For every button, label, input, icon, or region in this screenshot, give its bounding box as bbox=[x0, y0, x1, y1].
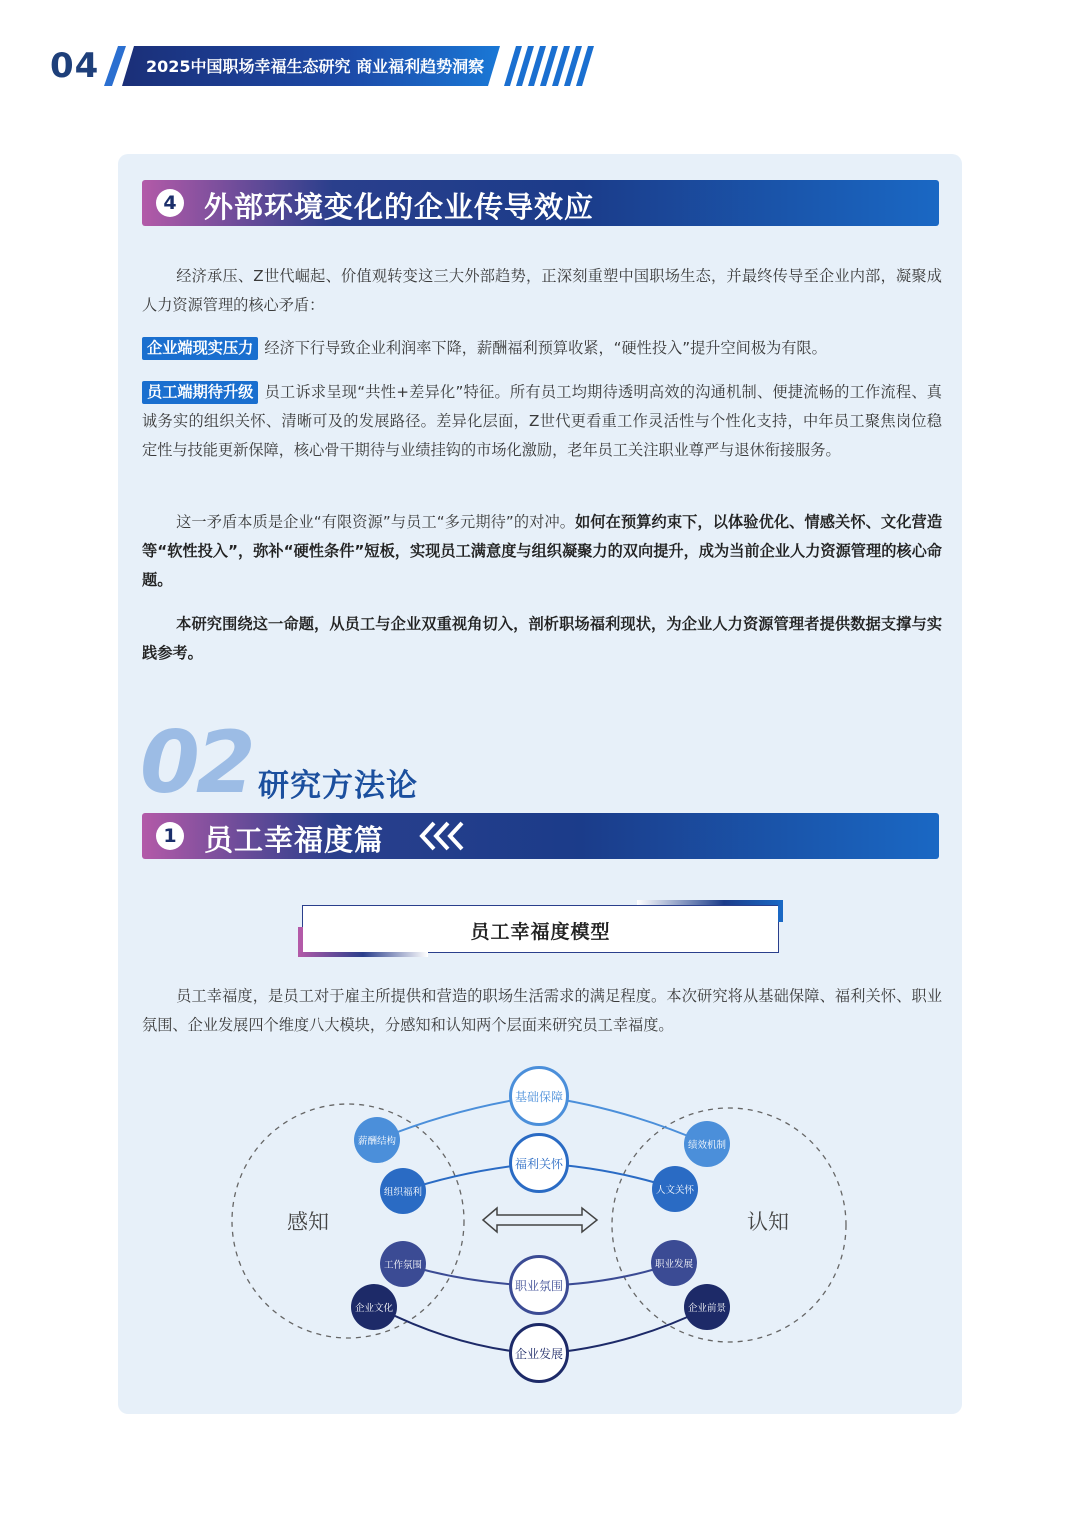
chevrons-left-icon bbox=[418, 817, 470, 855]
employee-expectation-paragraph bbox=[142, 378, 942, 465]
enterprise-pressure-tag: 企业端现实压力 bbox=[142, 337, 258, 360]
happiness-model-diagram bbox=[225, 1058, 855, 1398]
perception-label: 感知 bbox=[287, 1210, 329, 1234]
conflict-text: 这一矛盾本质是企业“有限资源”与员工“多元期待”的对冲。 bbox=[176, 513, 576, 531]
cognition-label: 认知 bbox=[747, 1210, 789, 1234]
research-bold-text: 本研究围绕这一命题，从员工与企业双重视角切入，剖析职场福利现状，为企业人力资源管理者提供数据支撑与实践参考。 bbox=[142, 615, 942, 662]
employee-expectation-tag: 员工端期待升级 bbox=[142, 381, 258, 404]
module-organizational-welfare: 组织福利 bbox=[380, 1168, 426, 1214]
header-title: 2025中国职场幸福生态研究 商业福利趋势洞察 bbox=[146, 57, 485, 76]
part-title: 员工幸福度篇 bbox=[204, 823, 385, 857]
intro-paragraph bbox=[142, 262, 942, 320]
section-02-number: 02 bbox=[140, 713, 252, 813]
section-number-badge: 4 bbox=[156, 189, 184, 217]
dimension-welfare-care: 福利关怀 bbox=[509, 1133, 569, 1193]
module-enterprise-prospects: 企业前景 bbox=[684, 1284, 730, 1330]
methodology-title: 研究方法论 bbox=[258, 768, 418, 804]
intro-text: 经济承压、Z世代崛起、价值观转变这三大外部趋势，正深刻重塑中国职场生态，并最终传导至企业内部，凝聚成人力资源管理的核心矛盾： bbox=[142, 267, 942, 314]
research-paragraph bbox=[142, 610, 942, 668]
model-description bbox=[142, 982, 942, 1040]
conflict-paragraph bbox=[142, 508, 942, 595]
section-4-heading bbox=[142, 180, 939, 226]
dimension-career-atmosphere: 职业氛围 bbox=[509, 1255, 569, 1315]
employee-expectation-text: 员工诉求呈现“共性+差异化”特征。所有员工均期待透明高效的沟通机制、便捷流畅的工作流程、真诚务实的组织关怀、清晰可及的发展路径。差异化层面，Z世代更看重工作灵活性与个性化支持，中年员工聚焦岗位稳定性与技能更新保障，核心骨干期待与业绩挂钩的市场化激励，老年员工关注职业尊严与退休衔接服务。 bbox=[142, 383, 942, 459]
module-career-development: 职业发展 bbox=[651, 1240, 697, 1286]
conflict-bold-text: 如何在预算约束下，以体验优化、情感关怀、文化营造等“软性投入”，弥补“硬性条件”短板，实现员工满意度与组织凝聚力的双向提升，成为当前企业人力资源管理的核心命题。 bbox=[142, 513, 943, 589]
page-number: 04 bbox=[50, 46, 100, 86]
module-work-atmosphere: 工作氛围 bbox=[380, 1241, 426, 1287]
module-corporate-culture: 企业文化 bbox=[351, 1284, 397, 1330]
part-1-heading bbox=[142, 813, 939, 859]
model-description-text: 员工幸福度，是员工对于雇主所提供和营造的职场生活需求的满足程度。本次研究将从基础保障、福利关怀、职业氛围、企业发展四个维度八大模块，分感知和认知两个层面来研究员工幸福度。 bbox=[142, 987, 942, 1034]
module-humanistic-care: 人文关怀 bbox=[652, 1166, 698, 1212]
section-title: 外部环境变化的企业传导效应 bbox=[204, 190, 595, 224]
part-number-badge: 1 bbox=[156, 822, 184, 850]
module-performance-mechanism: 绩效机制 bbox=[684, 1121, 730, 1167]
enterprise-pressure-paragraph bbox=[142, 334, 942, 363]
model-title-box bbox=[302, 905, 779, 953]
module-salary-structure: 薪酬结构 bbox=[354, 1117, 400, 1163]
model-title: 员工幸福度模型 bbox=[470, 921, 611, 943]
enterprise-pressure-text: 经济下行导致企业利润率下降，薪酬福利预算收紧，“硬性投入”提升空间极为有限。 bbox=[264, 339, 827, 357]
dimension-basic-security: 基础保障 bbox=[509, 1066, 569, 1126]
dimension-enterprise-development: 企业发展 bbox=[509, 1323, 569, 1383]
